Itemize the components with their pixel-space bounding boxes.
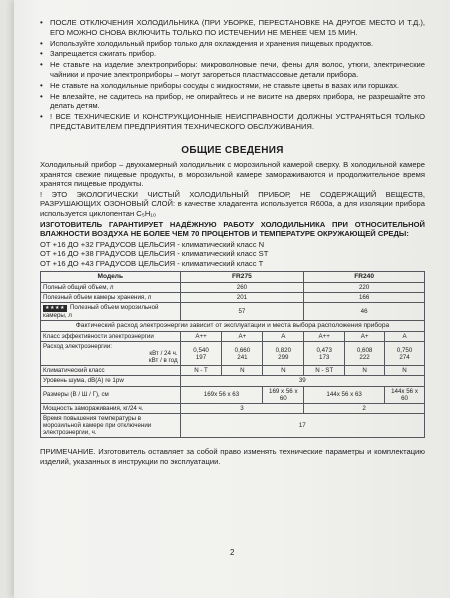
cell-value: N bbox=[263, 366, 304, 376]
safety-item: • ПОСЛЕ ОТКЛЮЧЕНИЯ ХОЛОДИЛЬНИКА (ПРИ УБОРКЕ, ПЕРЕСТАНОВКЕ НА ДРУГОЕ МЕСТО И Т.Д.), ЕГО МОЖНО СНОВА ВКЛЮЧИТЬ ТОЛЬКО ПО ИСТЕЧЕНИИ НЕ МЕНЕЕ ЧЕМ 15 МИН. bbox=[40, 18, 425, 37]
table-row bbox=[41, 403, 425, 413]
cell-value: 169x 56 x 63 bbox=[180, 386, 263, 403]
unit-year: кВт / в год bbox=[148, 357, 178, 365]
spec-table bbox=[40, 271, 425, 438]
cell-value: 201 bbox=[180, 293, 304, 303]
cell-value: 260 bbox=[180, 282, 304, 292]
cell-value: N bbox=[345, 366, 385, 376]
intro-paragraph: Холодильный прибор – двухкамерный холодильник с морозильной камерой сверху. В холодильной камере хранятся свежие пищевые продукты, в морозильной камере замораживаются и продолжительное время хранятся пищевые продукты. bbox=[40, 160, 425, 189]
cell-value: 0,750 274 bbox=[385, 341, 425, 365]
energy-note: Фактический расход электроэнергии зависит от эксплуатации и места выбора расположения прибора bbox=[41, 321, 425, 332]
unit-day: кВт / 24 ч. bbox=[149, 350, 178, 358]
safety-item: • Запрещается сжигать прибор. bbox=[40, 49, 425, 59]
cell-value: 0,820 299 bbox=[263, 341, 304, 365]
row-label: Мощность замораживания, кг/24 ч. bbox=[41, 403, 181, 413]
cell-value: 144x 56 x 60 bbox=[385, 386, 425, 403]
table-row bbox=[41, 331, 425, 341]
page-number: 2 bbox=[230, 548, 235, 557]
cell-value: 144x 56 x 63 bbox=[304, 386, 385, 403]
cell-value: 169 x 56 x 60 bbox=[263, 386, 304, 403]
table-row bbox=[41, 376, 425, 386]
climate-line: ОТ +16 ДО +32 ГРАДУСОВ ЦЕЛЬСИЯ - климатический класс N bbox=[40, 239, 265, 249]
safety-item: • Не ставьте на холодильные приборы сосуды с жидкостями, не ставьте цветы в вазах или горшках. bbox=[40, 81, 425, 91]
header-model: Модель bbox=[41, 272, 181, 283]
row-label: Полезный объем морозильной камеры, л bbox=[43, 304, 159, 320]
cell-value: 17 bbox=[180, 413, 424, 437]
climate-line: ОТ +16 ДО +43 ГРАДУСОВ ЦЕЛЬСИЯ - климатический класс T bbox=[40, 258, 264, 268]
row-label: Размеры (В / Ш / Г), см bbox=[41, 386, 181, 403]
cell-value: A bbox=[263, 331, 304, 341]
page-content bbox=[40, 18, 425, 466]
table-row bbox=[41, 341, 425, 365]
guarantee-paragraph: ИЗГОТОВИТЕЛЬ ГАРАНТИРУЕТ НАДЁЖНУЮ РАБОТУ ХОЛОДИЛЬНИКА ПРИ ОТНОСИТЕЛЬНОЙ ВЛАЖНОСТИ ВОЗДУХА НЕ БОЛЕЕ ЧЕМ 70 ПРОЦЕНТОВ И ТЕМПЕРАТУРЕ ОКРУЖАЮЩЕЙ СРЕДЫ: bbox=[40, 219, 425, 239]
row-label-consumption bbox=[41, 341, 181, 365]
safety-list bbox=[40, 18, 425, 132]
cell-value: 39 bbox=[180, 376, 424, 386]
cell-value: 46 bbox=[304, 303, 425, 321]
safety-item: • Не влезайте, не садитесь на прибор, не опирайтесь и не висите на дверях прибора, не разрешайте это делать детям. bbox=[40, 92, 425, 111]
cell-value: N - ST bbox=[304, 366, 345, 376]
header-model-1: FR275 bbox=[180, 272, 304, 283]
manual-page bbox=[14, 0, 450, 598]
table-note-row bbox=[41, 321, 425, 332]
cell-value: 0,660 241 bbox=[222, 341, 263, 365]
cell-value: 0,608 222 bbox=[345, 341, 385, 365]
table-row bbox=[41, 282, 425, 292]
row-label: Время повышения температуры в морозильной камере при отключении электроэнергии, ч. bbox=[41, 413, 181, 437]
table-row bbox=[41, 366, 425, 376]
row-label: Расход электроэнергии: bbox=[43, 342, 113, 350]
row-label: Полный общий объем, л bbox=[41, 282, 181, 292]
cell-value: A bbox=[385, 331, 425, 341]
cell-value: 0,540 197 bbox=[180, 341, 222, 365]
four-star-icon: ★★★★ bbox=[45, 305, 65, 312]
cell-value: 166 bbox=[304, 293, 425, 303]
table-row bbox=[41, 303, 425, 321]
cell-value: A++ bbox=[304, 331, 345, 341]
cell-value: A++ bbox=[180, 331, 222, 341]
safety-item: • ! ВСЕ ТЕХНИЧЕСКИЕ И КОНСТРУКЦИОННЫЕ НЕИСПРАВНОСТИ ДОЛЖНЫ УСТРАНЯТЬСЯ ТОЛЬКО ПРЕДСТАВИТЕЛЕМ ПРЕДПРИЯТИЯ ТЕХНИЧЕСКОГО ОБСЛУЖИВАНИЯ. bbox=[40, 112, 425, 131]
row-label: Полезный объем камеры хранения, л bbox=[41, 293, 181, 303]
row-label-freezer bbox=[41, 303, 181, 321]
remark-paragraph: ПРИМЕЧАНИЕ. Изготовитель оставляет за собой право изменять технические параметры и комплектацию изделий, указанных в инструкции по эксплуатации. bbox=[40, 447, 425, 466]
cell-value: N bbox=[222, 366, 263, 376]
cell-value: 2 bbox=[304, 403, 425, 413]
cell-value: 57 bbox=[180, 303, 304, 321]
safety-item: • Не ставьте на изделие электроприборы: микроволновые печи, фены для волос, утюги, электрические чайники и прочие электроприборы – могут загореться пластмассовые детали прибора. bbox=[40, 60, 425, 79]
cell-value: N - T bbox=[180, 366, 222, 376]
cell-value: 3 bbox=[180, 403, 304, 413]
cell-value: A+ bbox=[222, 331, 263, 341]
header-model-2: FR240 bbox=[304, 272, 425, 283]
eco-paragraph: ! ЭТО ЭКОЛОГИЧЕСКИ ЧИСТЫЙ ХОЛОДИЛЬНЫЙ ПРИБОР, НЕ СОДЕРЖАЩИЙ ВЕЩЕСТВ, РАЗРУШАЮЩИХ ОЗОНОВЫЙ СЛОЙ: в качестве хладагента используется R600a, а для изоляции прибора используется циклопентан C₅H₁₀ bbox=[40, 189, 425, 218]
climate-list bbox=[40, 240, 425, 269]
cell-value: 220 bbox=[304, 282, 425, 292]
table-row bbox=[41, 386, 425, 403]
cell-value: N bbox=[385, 366, 425, 376]
climate-line: ОТ +16 ДО +38 ГРАДУСОВ ЦЕЛЬСИЯ - климатический класс ST bbox=[40, 249, 269, 259]
safety-item: • Используйте холодильный прибор только для охлаждения и хранения пищевых продуктов. bbox=[40, 39, 425, 49]
section-title: ОБЩИЕ СВЕДЕНИЯ bbox=[181, 144, 284, 156]
table-header-row bbox=[41, 272, 425, 283]
cell-value: 0,473 173 bbox=[304, 341, 345, 365]
row-label: Класс эффективности электроэнергии bbox=[41, 331, 181, 341]
table-row bbox=[41, 413, 425, 437]
table-row bbox=[41, 293, 425, 303]
row-label: Уровень шума, dB(A) re 1pw bbox=[41, 376, 181, 386]
cell-value: A+ bbox=[345, 331, 385, 341]
row-label: Климатический класс bbox=[41, 366, 181, 376]
